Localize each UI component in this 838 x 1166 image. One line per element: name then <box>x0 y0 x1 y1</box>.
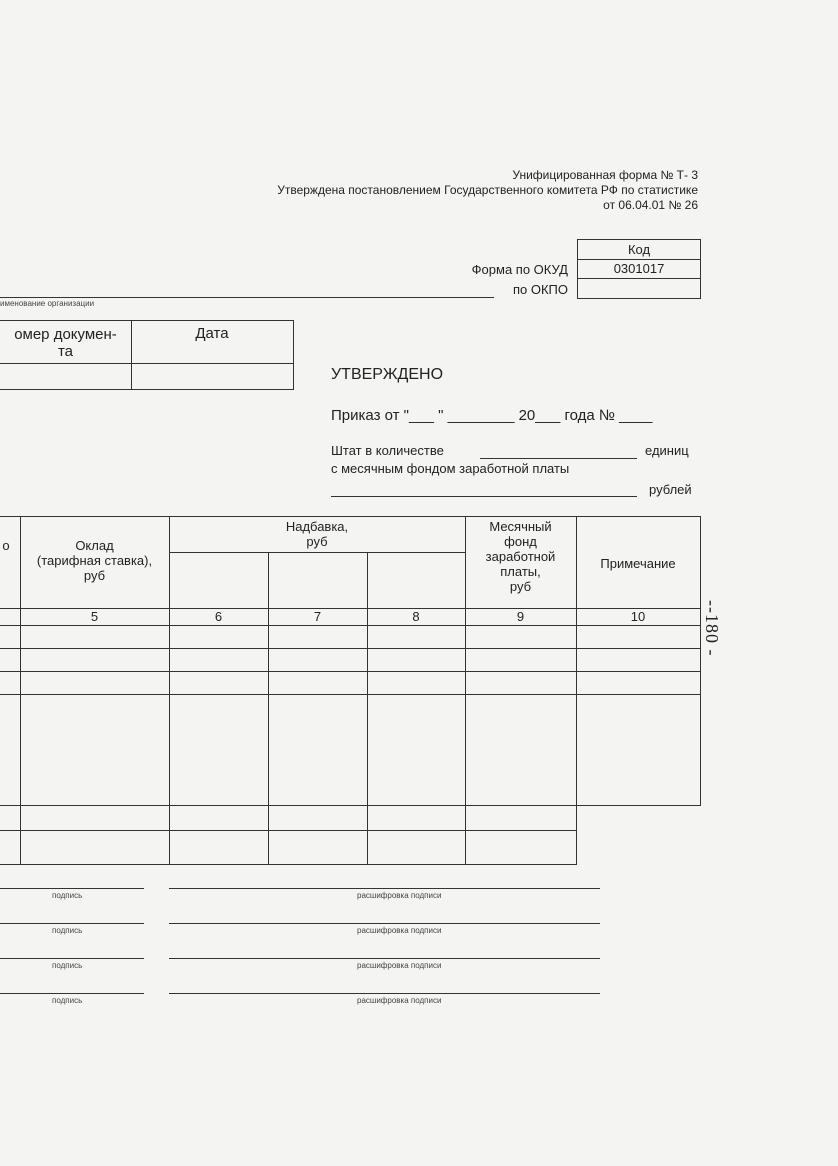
staff-suffix: единиц <box>645 443 689 458</box>
approved-title: УТВЕРЖДЕНО <box>331 366 444 383</box>
approval-line: Утверждена постановлением Государственного комитета РФ по статистике <box>277 183 698 197</box>
signature-decode-caption: расшифровка подписи <box>357 961 442 970</box>
partial-column-header: о <box>2 538 10 553</box>
form-number-line: Унифицированная форма № Т- 3 <box>512 168 698 182</box>
signature-caption: подпись <box>52 961 83 970</box>
staff-prefix: Штат в количестве <box>331 443 444 458</box>
rubles-label: рублей <box>649 482 692 497</box>
signature-caption: подпись <box>52 996 83 1005</box>
column-number: 10 <box>630 609 646 624</box>
organization-line <box>0 297 494 298</box>
column-number: 9 <box>516 609 525 624</box>
signature-caption: подпись <box>52 926 83 935</box>
okud-value: 0301017 <box>613 261 665 276</box>
approval-date-line: от 06.04.01 № 26 <box>603 198 698 212</box>
fund-amount-line <box>331 496 637 497</box>
document-date-header: Дата <box>195 325 229 342</box>
column-number: 5 <box>90 609 99 624</box>
signature-caption: подпись <box>52 891 83 900</box>
okpo-label: по ОКПО <box>512 282 568 297</box>
column-number: 7 <box>313 609 322 624</box>
salary-header: Оклад (тарифная ставка), руб <box>36 538 153 583</box>
note-header: Примечание <box>600 556 676 571</box>
monthly-fund-header: Месячный фонд заработной платы, руб <box>485 519 556 594</box>
order-line: Приказ от "___ " ________ 20___ года № ____ <box>331 407 653 424</box>
document-number-header: омер докумен- та <box>14 326 117 360</box>
page-number: --180 - <box>702 600 722 657</box>
fund-line: с месячным фондом заработной платы <box>331 461 570 476</box>
signature-decode-caption: расшифровка подписи <box>357 996 442 1005</box>
signature-decode-caption: расшифровка подписи <box>357 926 442 935</box>
column-number: 6 <box>214 609 223 624</box>
organization-caption: именование организации <box>0 299 95 308</box>
bonus-header: Надбавка, руб <box>285 519 349 549</box>
column-number: 8 <box>412 609 420 624</box>
code-header: Код <box>627 242 651 257</box>
signature-decode-caption: расшифровка подписи <box>357 891 442 900</box>
staff-count-line <box>480 458 637 459</box>
okud-label: Форма по ОКУД <box>471 262 568 277</box>
